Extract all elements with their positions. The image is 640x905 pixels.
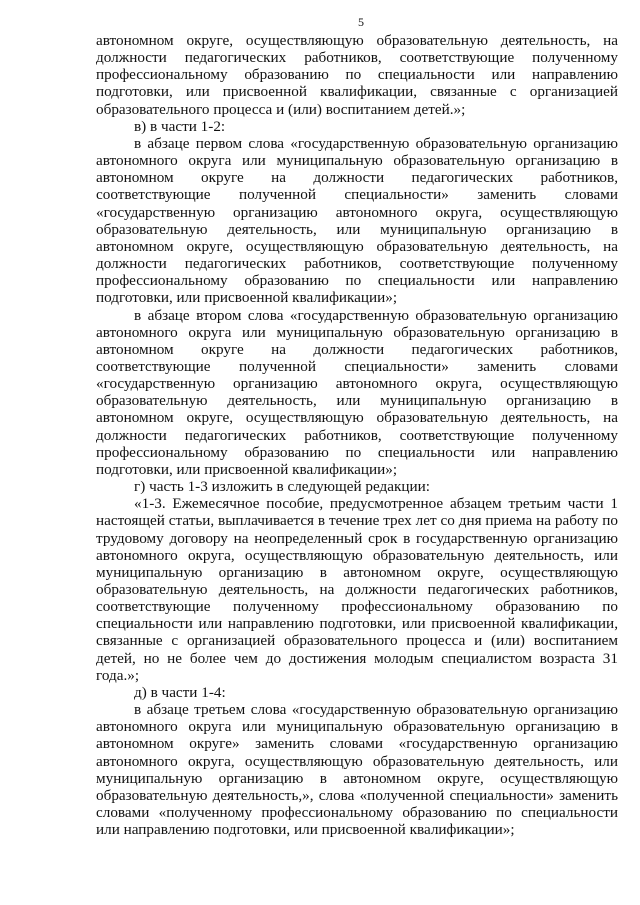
paragraph-continuation: автономном округе, осуществляющую образовательную деятельность, на должности педагогических работников, соответствующие полученному профессиональному образованию по специальности или направлению подготовки, или присвоенной квалификации, связанные с организацией образовательного процесса и (или) воспитанием детей.»; bbox=[96, 32, 618, 118]
paragraph-part-1-3: «1-3. Ежемесячное пособие, предусмотренное абзацем третьим части 1 настоящей статьи, выплачивается в течение трех лет со дня приема на работу по трудовому договору на неопределенный срок в государственную организацию автономного округа, осуществляющую образовательную деятельность, или муниципальную организацию в автономном округе, осуществляющую образовательную деятельность, на должности педагогических работников, соответствующие полученному профессиональному образованию по специальности или направлению подготовки, или присвоенной квалификации, связанные с организацией образовательного процесса и (или) воспитанием детей, но не более чем до достижения молодым специалистом возраста 31 года.»; bbox=[96, 495, 618, 684]
paragraph-first-abzac: в абзаце первом слова «государственную образовательную организацию автономного округа или муниципальную образовательную организацию в автономном округе на должности педагогических работников, соответствующие полученной специальности» заменить словами «государственную организацию автономного округа, осуществляющую образовательную деятельность, или муниципальную организацию в автономном округе, осуществляющую образовательную деятельность, на должности педагогических работников, соответствующие полученному профессиональному образованию по специальности или направлению подготовки, или присвоенной квалификации»; bbox=[96, 134, 618, 307]
paragraph-subitem-d: д) в части 1-4: bbox=[134, 683, 226, 701]
paragraph-subitem-g: г) часть 1-3 изложить в следующей редакции: bbox=[134, 478, 430, 496]
paragraph-second-abzac: в абзаце втором слова «государственную образовательную организацию автономного округа или муниципальную образовательную организацию в автономном округе на должности педагогических работников, соответствующие полученной специальности» заменить словами «государственную организацию автономного округа, осуществляющую образовательную деятельность, или муниципальную организацию в автономном округе, осуществляющую образовательную деятельность, на должности педагогических работников, соответствующие полученному профессиональному образованию по специальности или направлению подготовки, или присвоенной квалификации»; bbox=[96, 306, 618, 478]
paragraph-third-abzac: в абзаце третьем слова «государственную образовательную организацию автономного округа или муниципальную образовательную организацию в автономном округе» заменить словами «государственную организацию автономного округа, осуществляющую образовательную деятельность, или муниципальную организацию в автономном округе, осуществляющую образовательную деятельность,», слова «полученной специальности» заменить словами «полученному профессиональному образованию по специальности или направлению подготовки, или присвоенной квалификации»; bbox=[96, 701, 618, 839]
page-number: 5 bbox=[358, 15, 364, 29]
paragraph-subitem-v: в) в части 1-2: bbox=[134, 117, 226, 135]
